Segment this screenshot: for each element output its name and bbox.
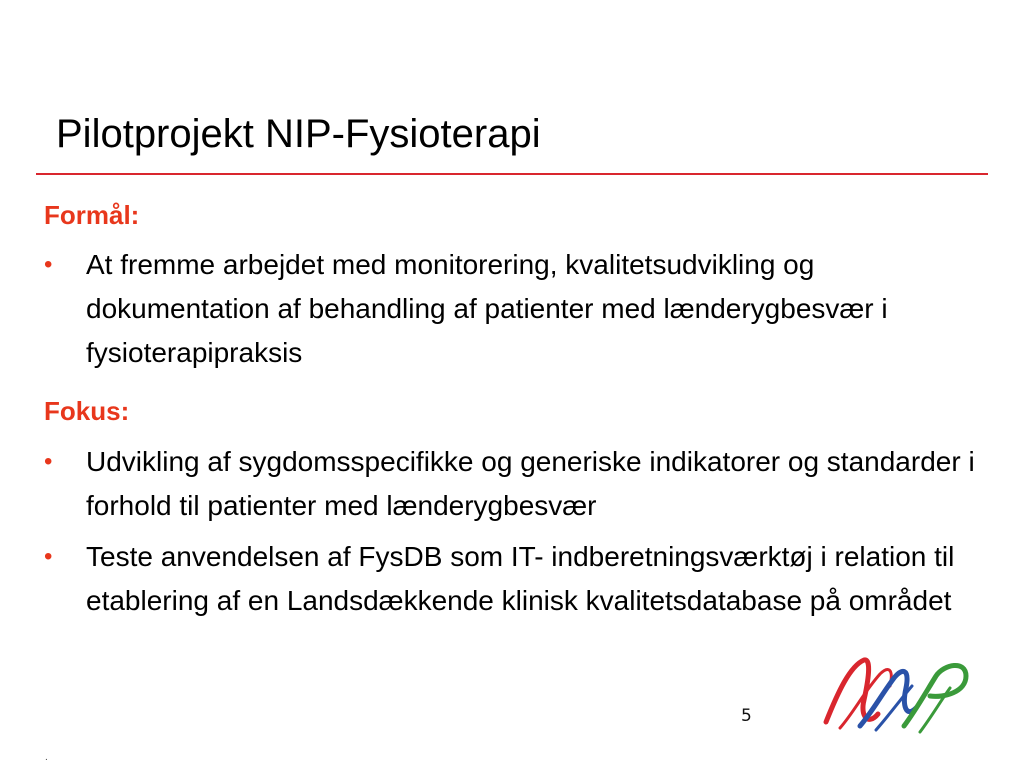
footer-mark: . <box>45 752 48 763</box>
bullet-icon: • <box>44 543 53 570</box>
nip-logo-icon <box>820 652 972 734</box>
slide-title: Pilotprojekt NIP-Fysioterapi <box>56 112 541 156</box>
bullet-item <box>44 535 994 623</box>
bullet-text: Udvikling af sygdomsspecifikke og generiske indikatorer og standarder i forhold til patienter med lænderygbesvær <box>86 446 975 521</box>
logo-green-stroke <box>904 665 966 726</box>
bullet-icon: • <box>44 448 53 475</box>
bullet-text: At fremme arbejdet med monitorering, kvalitetsudvikling og dokumentation af behandling af patienter med lænderygbesvær i fysioterapipraksis <box>86 249 888 368</box>
section-heading-fokus: Fokus: <box>44 396 130 426</box>
page-number: 5 <box>741 706 752 726</box>
title-divider <box>36 173 988 175</box>
bullet-item <box>44 243 994 375</box>
bullet-text: Teste anvendelsen af FysDB som IT- indberetningsværktøj i relation til etablering af en Landsdækkende klinisk kvalitetsdatabase på området <box>86 541 955 616</box>
bullet-item <box>44 440 994 528</box>
section-heading-formaal: Formål: <box>44 200 140 230</box>
bullet-icon: • <box>44 251 53 278</box>
